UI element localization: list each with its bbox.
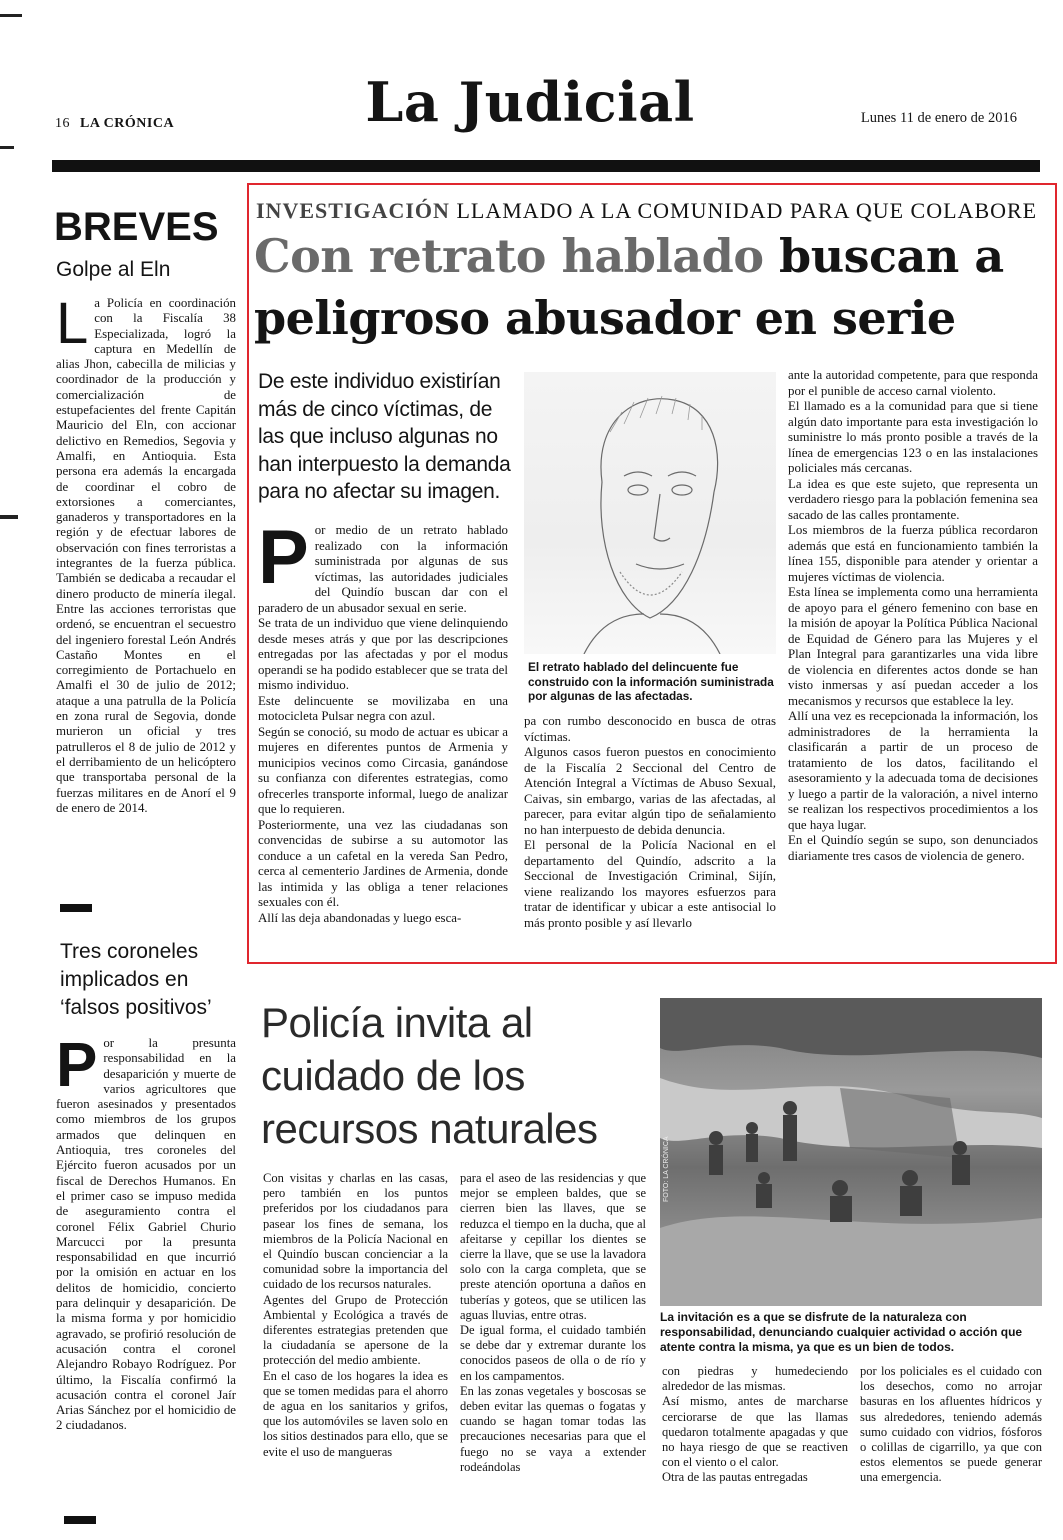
header-rule	[52, 160, 1040, 172]
scan-mark	[0, 14, 22, 17]
brief-2-body	[56, 1031, 236, 1434]
kicker-label: INVESTIGACIÓN	[256, 198, 450, 223]
dropcap: L	[56, 291, 89, 356]
issue-date: Lunes 11 de enero de 2016	[860, 110, 1017, 126]
section-bar	[60, 904, 92, 912]
page-folio	[55, 116, 174, 132]
newspaper-name: LA CRÓNICA	[80, 116, 175, 131]
suspect-sketch-image	[524, 372, 776, 654]
brief-2-title: Tres coroneles implicados en ‘falsos positivos’	[60, 940, 212, 1019]
headline-gray-part: Con retrato hablado	[254, 229, 764, 283]
brief-1-title: Golpe al Eln	[56, 258, 171, 281]
riverside-scene-icon	[660, 998, 1042, 1306]
second-column-2: para el aseo de las residencias y que mejor se empleen baldes, que se cierren bien las llaves, que se reduzca el tiempo en la ducha, que al afeitarse y cepillar los dientes se cierre la llave, que se use la lavadora solo con la carga completa, que se preste atención oportuna a daños en tuberías y goteos, que se utilicen las aguas lluvias, entre otras. De igual forma, el cuidado también se debe dar y extremar durante los conocidos paseos de olla o de río y en los campamentos. En las zonas vegetales y boscosas se deben evitar las quemas o fogatas y cuando se hagan tomar todas las precauciones necesarias para que el fuego no se vaya a extender rodeándolas	[460, 1171, 646, 1474]
brief-2-text: or la presunta responsabilidad en la desaparición y muerte de varios agricultores que fueron asesinados y presentados como miembros de los grupos armados que delinquen en Antioquia, tres coroneles del Ejército fueron acusados por un fiscal de Derechos Humanos. En el primer caso se impuso medida de aseguramiento contra el coronel Félix Gabriel Churio Marcucci por la presunta responsabilidad en que incurrió por la omisión en actuar en los delitos de homicidio, concierto para delinquir y desaparición. De la misma forma y por homicidio agravado, se profirió resolución de acusación contra el coronel Alejandro Robayo Rodríguez. Por último, la Fiscalía confirmó la acusación contra el coronel Jaír Arias Sánchez por el homicidio de 2 ciudadanos.	[56, 1036, 236, 1433]
brief-1-body	[56, 291, 236, 816]
story-kicker	[256, 198, 1037, 224]
face-sketch-icon	[524, 372, 776, 654]
second-column-4: por los policiales es el cuidado con los desechos, como no arrojar basuras en los afluentes hídricos y sus alrededores, teniendo además sumo cuidado con vidrios, fósforos o colillas de cigarrillo, ya que con estos elementos se puede generar una emergencia.	[860, 1364, 1042, 1485]
main-headline	[254, 225, 1044, 349]
dropcap: P	[258, 515, 309, 600]
kicker-text: LLAMADO A LA COMUNIDAD PARA QUE COLABORE	[456, 198, 1038, 223]
story-column-1	[258, 515, 508, 926]
second-column-1: Con visitas y charlas en las casas, pero también en los puntos preferidos por los ciudadanos para pasear los fines de semana, los miembros de la Policía Nacional en el Quindío buscan concienciar a la comunidad sobre la importancia del cuidado de los recursos naturales. Agentes del Grupo de Protección Ambiental y Ecológica a través de diferentes estrategias pretenden que la ciudadanía se apersone de la protección del medio ambiente. En el caso de los hogares la idea es que se tomen medidas para el ahorro de agua en los sanitarios y grifos, que los automóviles se laven solo en los sitios destinados para ello, que se evite el uso de mangueras	[263, 1171, 448, 1459]
dropcap: P	[56, 1031, 98, 1100]
headline-black-part: buscan a peligroso abusador en serie	[254, 229, 1004, 345]
photo-credit: FOTO: LA CRÓNICA	[663, 1136, 670, 1202]
section-bar	[64, 1516, 96, 1524]
sketch-caption: El retrato hablado del delincuente fue construido con la información suministrada por algunas de las afectadas.	[528, 660, 774, 703]
scan-mark	[0, 515, 18, 519]
sidebar-heading: BREVES	[54, 205, 219, 249]
section-title: La Judicial	[365, 70, 695, 134]
story-deck: De este individuo existirían más de cinco víctimas, de las que incluso algunas no han interpuesto la demanda para no afectar su imagen.	[258, 370, 511, 503]
scan-mark	[0, 146, 14, 149]
story-column-1-text: or medio de un retrato hablado realizado con la información suministrada por algunas de sus víctimas, las autoridades judiciales del Quindío buscan dar con el paradero de un abusador sexual en serie. Se trata de un individuo que viene delinquiendo desde meses atrás y que por las descripciones entregadas por las afectadas y por el modus operandi se ha podido establecer que se trata del mismo individuo. Este delincuente se movilizaba en una motocicleta Pulsar negra con azul. Según se conoció, su modo de actuar es ubicar a mujeres en diferentes puntos de Armenia y municipios vecinos como Circasia, ganándose su confianza con diferentes estrategias, como ofrecerles transporte informal, luego de analizar que lo requieren. Posteriormente, una vez las ciudadanas son convencidas de subirse a su automotor las conduce a un cafetal en la vereda San Pedro, cerca al cementerio Jardines de Armenia, donde las intimida y las obliga a tener relaciones sexuales con él. Allí las deja abandonadas y luego esca-	[258, 523, 508, 925]
second-column-3: con piedras y humedeciendo alrededor de las mismas. Así mismo, antes de marcharse cerciorarse de que las llamas quedaron totalmente apagadas y que no haya riesgo de que se reactiven con el viento o el calor. Otra de las pautas entregadas	[662, 1364, 848, 1485]
river-photo	[660, 998, 1042, 1306]
story-column-2: pa con rumbo desconocido en busca de otras víctimas. Algunos casos fueron puestos en conocimiento de la Fiscalía 2 Seccional del Centro de Atención Integral a Víctimas de Abuso Sexual, Caivas, sin embargo, varias de las afectadas, al parecer, para evitar algún tipo de señalamiento no han interpuesto de debida denuncia. El personal de la Policía Nacional en el departamento del Quindío, adscrito a la Seccional de Investigación Criminal, Sijín, viene realizando los mayores esfuerzos para tratar de identificar y ubicar a este antisocial lo más pronto posible y así llevarlo	[524, 714, 776, 930]
page-number: 16	[55, 116, 70, 131]
second-headline: Policía invita al cuidado de los recursos naturales	[261, 999, 598, 1152]
brief-1-text: a Policía en coordinación con la Fiscalía 38 Especializada, logró la captura en Medellín de alias Jhon, cabecilla de milicias y coordinador de la producción y comercialización de estupefacientes del frente Capitán Mauricio del Eln, con accionar delictivo en Remedios, Segovia y Amalfi, en Antioquia. Esta persona era además la encargada de coordinar el cobro de extorsiones a comerciantes, ganaderos y transportadores en la región y de efectuar labores de observación con fines terroristas a integrantes de la fuerza pública. También se dedicaba a recaudar el dinero producto de minería ilegal. Entre las acciones terroristas que ordenó, se encuentran el secuestro del ingeniero forestal León Andrés Castaño Montes en el corregimiento de Portachuelo en Amalfi el 30 de julio de 2012; ataque a una patrulla de la Policía en zona rural de Segovia, donde murieron un oficial y tres patrulleros el 8 de julio de 2012 y el derribamiento de un helicóptero que transportaba personal de la fuerzas militares en de Anorí el 9 de enero de 2014.	[56, 296, 236, 815]
story-column-3: ante la autoridad competente, para que responda por el punible de acceso carnal violento. El llamado es a la comunidad para que si tiene algún dato importante para esta investigación lo suministre lo más pronto posible a través de la línea de emergencias 123 o en las instalaciones policiales más cercanas. La idea es que este sujeto, que representa un verdadero riesgo para la población femenina sea sacado de las calles prontamente. Los miembros de la fuerza pública recordaron además que está en funcionamiento también la línea 155, disponible para atender y orientar a mujeres víctimas de violencia. Esta línea se implementa como una herramienta de apoyo para el género femenino con base en la misión de apoyar la Política Pública Nacional de Equidad de Género para las Mujeres y el Plan Integral para garantizarles una vida libre de violencia en diferentes actos donde se han visto inmersas y así puedan acceder a los mecanismos y recursos que establece la ley. Allí una vez es recepcionada la información, los administradores de la herramienta la clasificarán a partir de un proceso de tratamiento de los datos, facilitando el asesoramiento y la adecuada toma de decisiones y luego a partir de la valoración, a nivel interno se realizan los respectivos procedimientos a los que haya lugar. En el Quindío según se supo, son denunciados diariamente tres casos de violencia de genero.	[788, 368, 1038, 863]
photo-caption: La invitación es a que se disfrute de la naturaleza con responsabilidad, denunciando cualquier actividad o acción que atente contra la misma, ya que es un bien de todos.	[660, 1310, 1023, 1354]
